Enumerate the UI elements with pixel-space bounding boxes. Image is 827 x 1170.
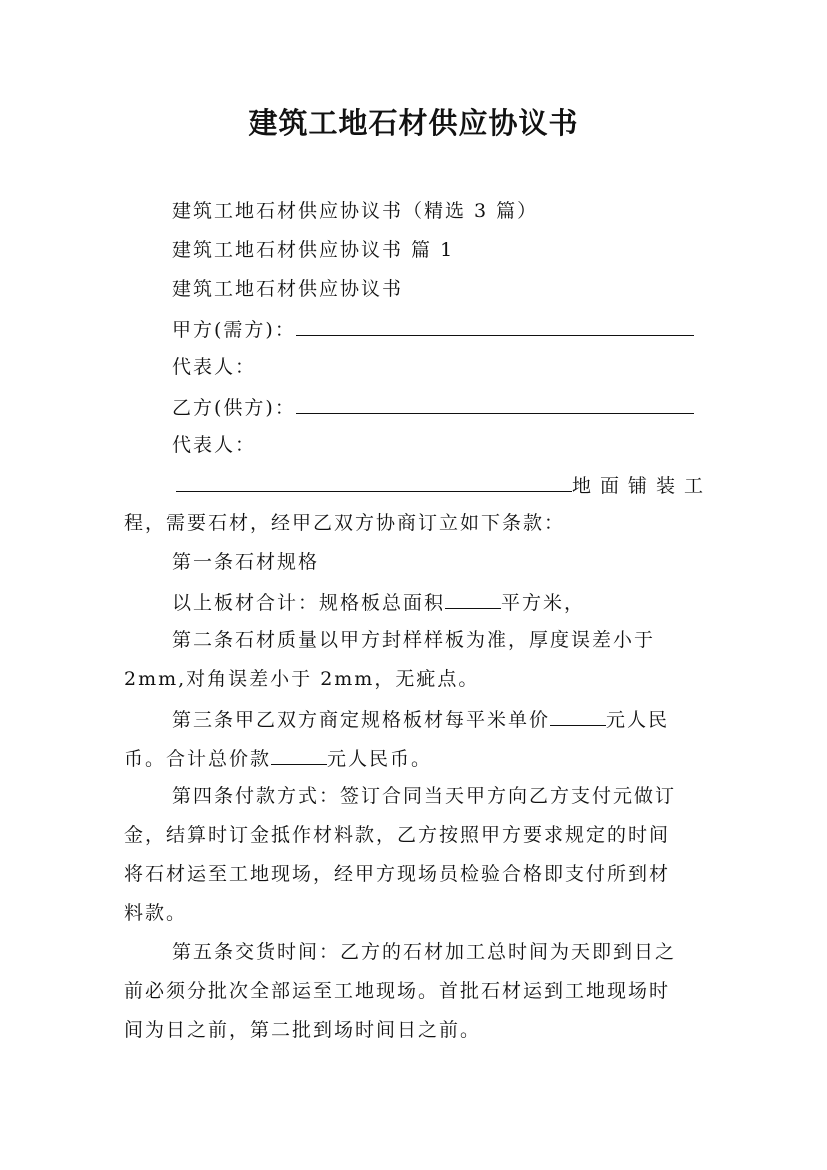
article-4-line-3: 将石材运至工地现场，经甲方现场员检验合格即支付所到材	[124, 863, 671, 885]
total-price-suffix: 元人民币。	[327, 748, 433, 770]
rep-b-line: 代表人：	[172, 434, 257, 456]
article-2-line-1: 第二条石材质量以甲方封样样板为准，厚度误差小于	[172, 629, 656, 651]
article-4-line-1: 第四条付款方式：签订合同当天甲方向乙方支付元做订	[172, 785, 677, 807]
total-area-suffix: 平方米，	[501, 592, 586, 614]
article-2-line-2: 2mm,对角误差小于 2mm，无疵点。	[124, 668, 480, 690]
subtitle-line: 建筑工地石材供应协议书（精选 3 篇）	[172, 200, 539, 222]
article-3-line-1	[172, 703, 669, 735]
article-3-line-2	[124, 742, 432, 774]
unit-price-suffix: 元人民	[606, 709, 670, 731]
party-b-blank	[296, 391, 694, 414]
party-a-blank	[296, 313, 694, 336]
total-area-line	[172, 586, 585, 618]
rep-a-line: 代表人：	[172, 356, 257, 378]
project-tail-text: 地面铺装工	[572, 475, 713, 497]
agreement-heading: 建筑工地石材供应协议书	[172, 278, 404, 300]
article-5-line-2: 前必须分批次全部运至工地现场。首批石材运到工地现场时	[124, 980, 671, 1002]
document-title: 建筑工地石材供应协议书	[248, 106, 579, 140]
total-area-blank	[445, 586, 501, 609]
party-a-label: 甲方(需方)：	[172, 319, 296, 341]
party-b-line	[172, 391, 694, 423]
article-1: 第一条石材规格	[172, 551, 320, 573]
project-line	[176, 469, 712, 501]
total-price-prefix: 币。合计总价款	[124, 748, 272, 770]
unit-price-blank	[550, 703, 606, 726]
project-continuation: 程，需要石材，经甲乙双方协商订立如下条款：	[124, 512, 566, 534]
total-area-prefix: 以上板材合计：规格板总面积	[172, 592, 446, 614]
project-name-blank	[176, 469, 572, 492]
section-heading: 建筑工地石材供应协议书 篇 1	[172, 239, 455, 261]
party-a-line	[172, 313, 694, 345]
total-price-blank	[271, 742, 327, 765]
article-4-line-2: 金，结算时订金抵作材料款，乙方按照甲方要求规定的时间	[124, 824, 671, 846]
article-5-line-3: 间为日之前，第二批到场时间日之前。	[124, 1019, 482, 1041]
unit-price-prefix: 第三条甲乙双方商定规格板材每平米单价	[172, 709, 551, 731]
article-5-line-1: 第五条交货时间：乙方的石材加工总时间为天即到日之	[172, 941, 677, 963]
party-b-label: 乙方(供方)：	[172, 397, 296, 419]
article-4-line-4: 料款。	[124, 902, 188, 924]
